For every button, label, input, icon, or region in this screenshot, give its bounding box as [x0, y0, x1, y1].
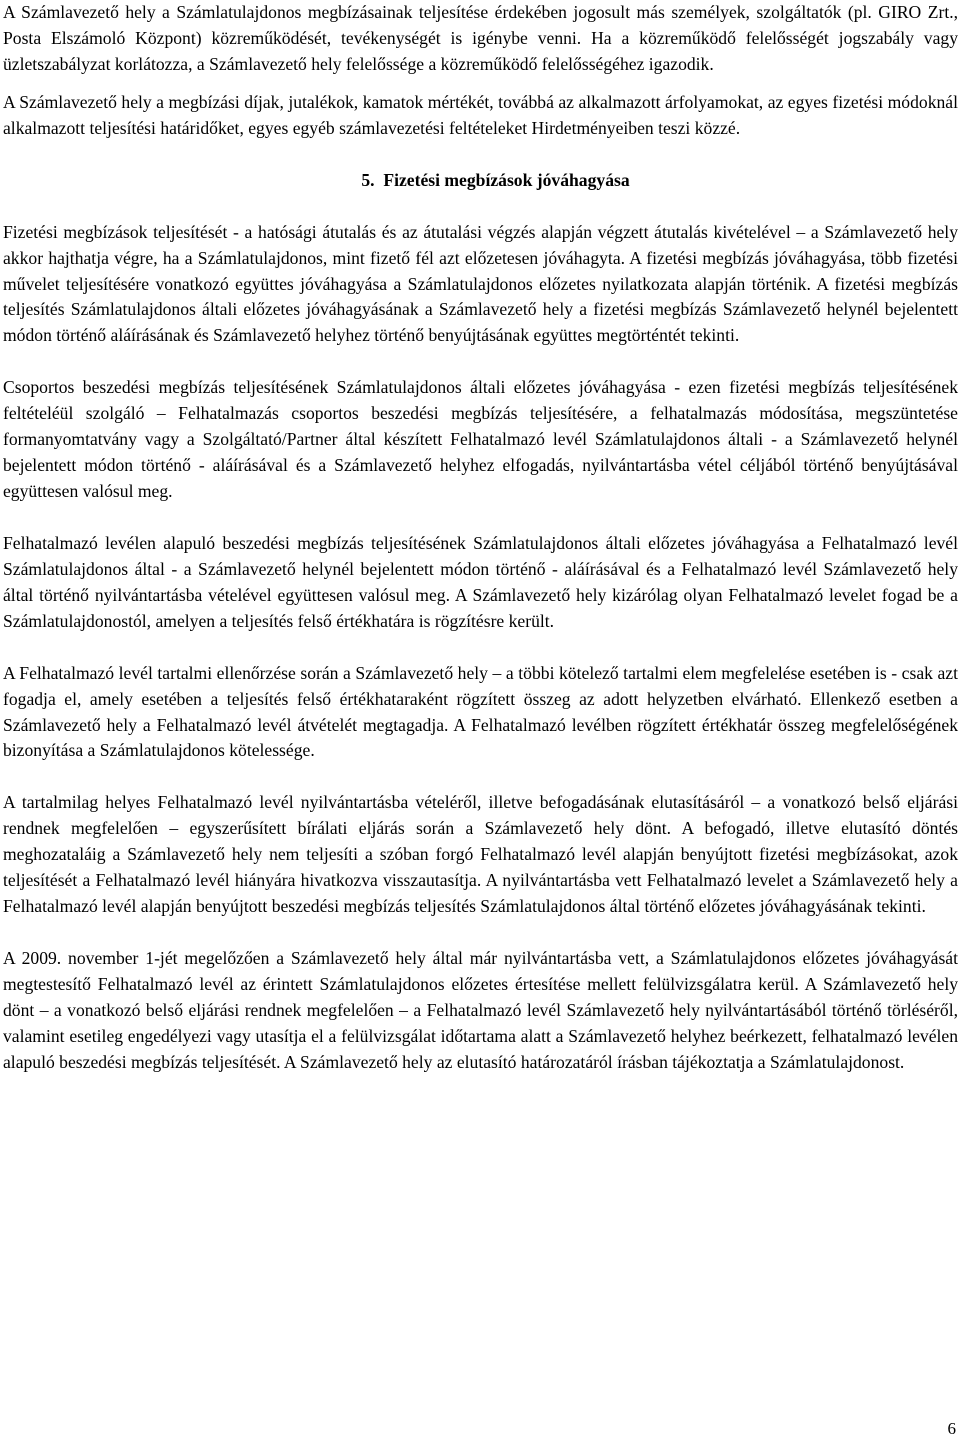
paragraph-group-collection: Csoportos beszedési megbízás teljesítésének Számlatulajdonos általi előzetes jóváhagyása - ezen fizetési megbízás teljesítésének feltételéül szolgáló – Felhatalmazás csoportos beszedési megbízás teljesítésére, a felhatalmazás módosítása, megszüntetése formanyomtatvány vagy a Szolgáltató/Partner által készített Felhatalmazó levél Számlatulajdonos általi - a Számlavezető helynél bejelentett módon történő - aláírásával és a Számlavezető helyhez elfogadás, nyilvántartásba vétel céljából történő benyújtásával együttesen valósul meg.	[3, 377, 958, 502]
paragraph-approval: Fizetési megbízások teljesítését - a hatósági átutalás és az átutalási végzés alapján végzett átutalás kivételével – a Számlavezető hely akkor hajthatja végre, ha a Számlatulajdonos, mint fizető fél azt előzetesen jóváhagyta. A fizetési megbízás jóváhagyása, több fizetési művelet teljesítésére vonatkozó együttes jóváhagyása a Számlatulajdonos előzetes nyilatkozata alapján történik. A fizetési megbízás teljesítés Számlatulajdonos általi előzetes jóváhagyásának a Számlavezető hely a fizetési megbízás Számlavezető helynél bejelentett módon történő aláírásának és Számlavezető helyhez történő benyújtásának együttes megtörténtét tekinti.	[3, 221, 958, 346]
paragraph-intermediaries: A Számlavezető hely a Számlatulajdonos megbízásainak teljesítése érdekében jogosult más személyek, szolgáltatók (pl. GIRO Zrt., Posta Elszámoló Központ) közreműködését, tevékenységét is igénybe venni. Ha a közreműködő felelősségét jogszabály vagy üzletszabályzat korlátozza, a Számlavezető hely felelőssége a közreműködő felelősségéhez igazodik.	[3, 2, 958, 74]
paragraph-content-check: A Felhatalmazó levél tartalmi ellenőrzése során a Számlavezető hely – a többi kötelező tartalmi elem megfelelése esetében is - csak azt fogadja el, amely esetében a teljesítés felső értékhataraként rögzített összeg az adott helyzetben elvárható. Ellenkező esetben a Számlavezető hely a Felhatalmazó levél átvételét megtagadja. A Felhatalmazó levélben rögzített értékhatár összeg megfelelőségének bizonyítása a Számlatulajdonos kötelessége.	[3, 662, 958, 761]
page-number: 6	[947, 1419, 956, 1438]
paragraph-registration-decision: A tartalmilag helyes Felhatalmazó levél nyilvántartásba vételéről, illetve befogadásának elutasításáról – a vonatkozó belső eljárási rendnek megfelelően – egyszerűsített bírálati eljárás során a Számlavezető hely dönt. A befogadó, illetve elutasító döntés meghozataláig a Számlavezető hely nem teljesíti a szóban forgó Felhatalmazó levél alapján benyújtott fizetési megbízásokat, azok teljesítését a Felhatalmazó levél hiányára hivatkozva visszautasítja. A nyilvántartásba vett Felhatalmazó levelet a Számlavezető hely a Felhatalmazó levél alapján benyújtott beszedési megbízás teljesítés Számlatulajdonos által történő előzetes jóváhagyásának tekinti.	[3, 792, 958, 917]
paragraph-2009-review: A 2009. november 1-jét megelőzően a Számlavezető hely által már nyilvántartásba vett, a Számlatulajdonos előzetes jóváhagyását megtestesítő Felhatalmazó levél az érintett Számlatulajdonos előzetes értesítése mellett felülvizsgálatra kerül. A Számlavezető hely dönt – a vonatkozó belső eljárási rendnek megfelelően – a Felhatalmazó levél Számlavezető hely nyilvántartásából történő törléséről, valamint esetileg engedélyezi vagy utasítja el a felülvizsgálat időtartama alatt a Számlavezető helyhez beérkezett, felhatalmazó levélen alapuló beszedési megbízás teljesítését. A Számlavezető hely az elutasító határozatáról írásban tájékoztatja a Számlatulajdonost.	[3, 947, 958, 1072]
section-heading: 5. Fizetési megbízások jóváhagyása	[361, 169, 630, 190]
paragraph-authorization-letter: Felhatalmazó levélen alapuló beszedési megbízás teljesítésének Számlatulajdonos általi előzetes jóváhagyása a Felhatalmazó levél Számlatulajdonos által - a Számlavezető helynél bejelentett módon történő - aláírásával és a Felhatalmazó levél Számlavezető hely által történő nyilvántartásba vételével együttesen valósul meg. A Számlavezető hely kizárólag olyan Felhatalmazó levelet fogad be a Számlatulajdonostól, amelyen a teljesítés felső értékhatára is rögzítésre került.	[3, 532, 958, 631]
paragraph-announcements: A Számlavezető hely a megbízási díjak, jutalékok, kamatok mértékét, továbbá az alkalmazott árfolyamokat, az egyes fizetési módoknál alkalmazott teljesítési határidőket, egyes egyéb számlavezetési feltételeket Hirdetményeiben teszi közzé.	[3, 91, 958, 138]
